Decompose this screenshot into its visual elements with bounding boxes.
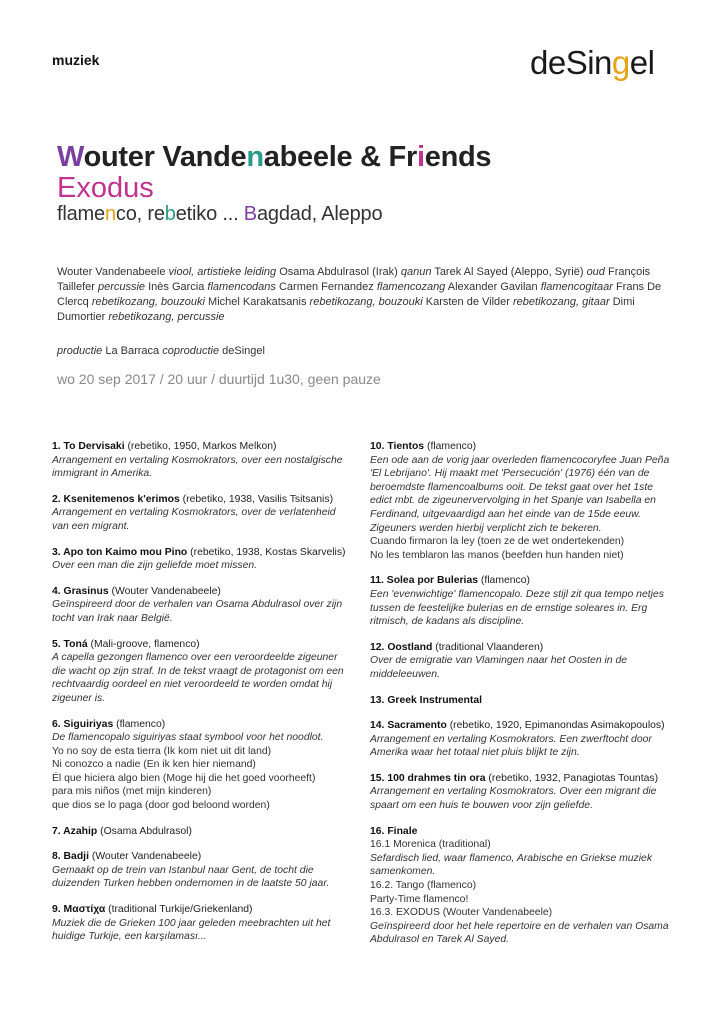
program-item-heading (370, 440, 675, 454)
program-item-heading (370, 772, 675, 786)
logo-accent: g (611, 44, 630, 81)
program-item-title: 8. Badji (52, 851, 89, 863)
cast-role: flamencodans (207, 281, 276, 293)
program-item-title: 14. Sacramento (370, 720, 447, 732)
sub-item: 16.3. EXODUS (Wouter Vandenabeele) (370, 907, 553, 919)
program-item-description: Over een man die zijn geliefde moet missen. (52, 560, 258, 572)
cast-name: Inès Garcia (148, 281, 208, 293)
lyric-line: Ni conozco a nadie (En ik ken hier niemand) (52, 759, 256, 771)
program-item-heading (370, 719, 675, 733)
program-item-title: 7. Azahip (52, 825, 98, 837)
program-item-description: Gemaakt op de trein van Istanbul naar Gent, de tocht die duizenden Turken hebben ondernomen in de laatste 50 jaar. (52, 864, 330, 890)
cast-role: rebetikozang, bouzouki (309, 296, 423, 308)
program-item-meta: (flamenco) (424, 441, 477, 452)
production-credits (57, 345, 265, 357)
page-subtitle-genres: flamenco, rebetiko ... Bagdad, Aleppo (57, 203, 383, 225)
program-item-heading (370, 574, 675, 588)
desingel-logo (530, 44, 654, 82)
page-title: Wouter Vandenabeele & Friends (57, 141, 492, 173)
program-item-meta: (Osama Abdulrasol) (97, 825, 192, 837)
cast-role: flamencozang (376, 281, 446, 293)
lyric-line: para mis niños (met mijn kinderen) (52, 786, 212, 798)
sub-item: 16.1 Morenica (traditional) (370, 839, 491, 851)
program-item-description: Arrangement en vertaling Kosmokrators, over een nostalgische immigrant in Amerika. (52, 454, 343, 480)
program-item-title: 16. Finale (370, 825, 418, 837)
program-item-description: Arrangement en vertaling Kosmokrators, over de verlatenheid van een migrant. (52, 507, 336, 532)
program-item-description: De flamencopalo siguiriyas staat symbool voor het noodlot. (52, 732, 324, 744)
program-item-description: Geïnspireerd door de verhalen van Osama Abdulrasol over zijn tocht van Irak naar België. (52, 599, 343, 624)
program-item-heading (52, 825, 352, 839)
program-item-heading (52, 493, 352, 507)
program-column-left (52, 440, 352, 956)
lyric-line: que dios se lo paga (door god beloond worden) (52, 800, 270, 812)
cast-name: Frans De Clercq (57, 281, 662, 308)
cast-name: Alexander Gavilan (447, 281, 541, 293)
program-item-heading (52, 440, 352, 454)
cast-list (57, 265, 672, 325)
program-item-title: 13. Greek Instrumental (370, 694, 483, 706)
program-item-title: 10. Tientos (370, 441, 425, 452)
cast-role: percussie (97, 281, 146, 293)
sub-item: Party-Time flamenco! (370, 893, 469, 905)
program-item-description: Een ode aan de vorig jaar overleden flamencocoryfee Juan Peña 'El Lebrijano'. Hij maakt met 'Persecución' (1976) één van de beroemdste flamencoalbums ooit. De tekst gaat over het 1ste edict mbt. de zigeunervervolging in het Spanje van Isabella en Ferdinand, uitgevaardigd aan het einde van de 15de eeuw. Zigeuners werden hierbij verplicht zich te bekeren. (370, 454, 670, 534)
program-item-description: Over de emigratie van Vlamingen naar het Oosten in de middeleeuwen. (370, 655, 628, 680)
program-item-meta: (rebetiko, 1932, Panagiotas Tountas) (485, 772, 659, 784)
cast-role: flamencogitaar (540, 281, 613, 293)
program-item (370, 719, 675, 760)
program-item-title: 15. 100 drahmes tin ora (370, 772, 486, 784)
program-item-heading (52, 546, 352, 560)
program-item (370, 440, 675, 562)
program-item-title: 5. Toná (52, 638, 88, 650)
cast-name: Dimi Dumortier (57, 296, 635, 323)
program-item-title: 3. Apo ton Kaimo mou Pino (52, 546, 188, 558)
cast-name: Osama Abdulrasol (Irak) (279, 266, 401, 278)
lyric-line: No les temblaron las manos (beefden hun handen niet) (370, 549, 624, 561)
program-item (52, 825, 352, 839)
program-item (370, 772, 675, 813)
program-item (52, 585, 352, 626)
program-item (52, 850, 352, 891)
sub-item: 16.2. Tango (flamenco) (370, 880, 477, 892)
program-item-title: 6. Siguiriyas (52, 718, 114, 730)
program-item-meta: (flamenco) (478, 575, 530, 587)
program-item-meta: (Wouter Vandenabeele) (108, 585, 221, 597)
program-item-heading (370, 825, 675, 839)
program-item-description: Arrangement en vertaling Kosmokrators. Over een migrant die spaart om een huis te bouwen voor zijn geliefde. (370, 786, 657, 812)
program-item-heading (52, 718, 352, 732)
program-item-heading (52, 585, 352, 599)
page-subtitle: Exodus (57, 172, 154, 204)
cast-role: qanun (400, 266, 432, 278)
program-item-meta: (traditional Vlaanderen) (432, 641, 544, 653)
program-item-meta: (Mali-groove, flamenco) (87, 638, 200, 650)
production-value: La Barraca (105, 345, 160, 357)
lyric-line: Cuando firmaron la ley (toen ze de wet ondertekenden) (370, 536, 625, 548)
program-item-description: Arrangement en vertaling Kosmokrators. Een zwerftocht door Amerika waar het totaal niet pluis blijkt te zijn. (370, 733, 652, 759)
program-item (52, 718, 352, 813)
program-item-heading (370, 641, 675, 655)
program-item-description: Muziek die de Grieken 100 jaar geleden meebrachten uit het huidige Turkije, een karşılaması... (52, 917, 331, 943)
program-item-meta: (rebetiko, 1938, Vasilis Tsitsanis) (179, 493, 334, 505)
program-item-meta: (rebetiko, 1938, Kostas Skarvelis) (187, 546, 346, 558)
cast-name: Michel Karakatsanis (208, 296, 310, 308)
cast-name: Karsten de Vilder (425, 296, 513, 308)
program-item-meta: (Wouter Vandenabeele) (88, 851, 202, 863)
cast-role: rebetikozang, gitaar (513, 296, 610, 308)
program-item-description: Geïnspireerd door het hele repertoire en de verhalen van Osama Abdulrasol en Tarek Al Sayed. (370, 920, 669, 946)
lyric-line: Yo no soy de esta tierra (Ik kom niet uit dit land) (52, 745, 272, 757)
cast-name: Wouter Vandenabeele (57, 266, 169, 278)
program-item-heading (52, 903, 352, 917)
program-item (370, 641, 675, 682)
program-item-title: 4. Grasinus (52, 585, 109, 597)
program-item (52, 493, 352, 534)
program-item (52, 546, 352, 573)
program-item-heading (370, 694, 675, 708)
logo-text-1: deSin (530, 44, 612, 81)
program-item-meta: (flamenco) (113, 718, 166, 730)
lyric-line: Él que hiciera algo bien (Moge hij die het goed voorheeft) (52, 772, 316, 784)
cast-role: rebetikozang, percussie (108, 311, 225, 323)
cast-name: Carmen Fernandez (278, 281, 377, 293)
program-item (370, 825, 675, 947)
program-item-description: Een 'evenwichtige' flamencopalo. Deze stijl zit qua tempo netjes tussen de feestelijke bulerias en de ernstige soleares in. Erg ritmisch, de kadans als discipline. (370, 588, 664, 628)
coproduction-value: deSingel (222, 345, 265, 357)
program-item-heading (52, 850, 352, 864)
program-item-meta: (traditional Turkije/Griekenland) (105, 904, 253, 916)
program-column-right (370, 440, 675, 959)
cast-role: viool, artistieke leiding (168, 266, 277, 278)
program-item-description: A capella gezongen flamenco over een veroordeelde zigeuner die wacht op zijn straf. In de tekst vraagt de protagonist om een rechtvaardig oordeel en niet veroordeeld te worden omdat hij zigeuner is. (52, 652, 344, 704)
logo-text-2: el (629, 44, 655, 81)
program-item-title: 12. Oostland (370, 641, 433, 653)
program-item-heading (52, 638, 352, 652)
program-item (370, 574, 675, 628)
program-item-title: 2. Ksenitemenos k'erimos (52, 493, 180, 505)
program-item-title: 1. To Dervisaki (52, 441, 125, 452)
program-item (52, 440, 352, 481)
program-item-description: Sefardisch lied, waar flamenco, Arabische en Griekse muziek samenkomen. (370, 852, 653, 878)
program-item-title: 11. Solea por Bulerias (370, 575, 478, 587)
program-item-meta: (rebetiko, 1920, Epimanondas Asimakopoulos) (446, 720, 665, 732)
program-item (52, 638, 352, 706)
cast-role: rebetikozang, bouzouki (91, 296, 205, 308)
program-item-title: 9. Μαστίχα (52, 904, 106, 916)
date-line: wo 20 sep 2017 / 20 uur / duurtijd 1u30, geen pauze (57, 371, 381, 387)
program-item (370, 694, 675, 708)
program-item (52, 903, 352, 944)
category-label: muziek (52, 52, 100, 68)
cast-role: oud (586, 266, 605, 278)
production-label: productie (57, 345, 103, 357)
cast-name: François Taillefer (57, 266, 651, 293)
coproduction-label: coproductie (162, 345, 220, 357)
program-item-meta: (rebetiko, 1950, Markos Melkon) (124, 441, 277, 452)
cast-name: Tarek Al Sayed (Aleppo, Syrië) (434, 266, 587, 278)
